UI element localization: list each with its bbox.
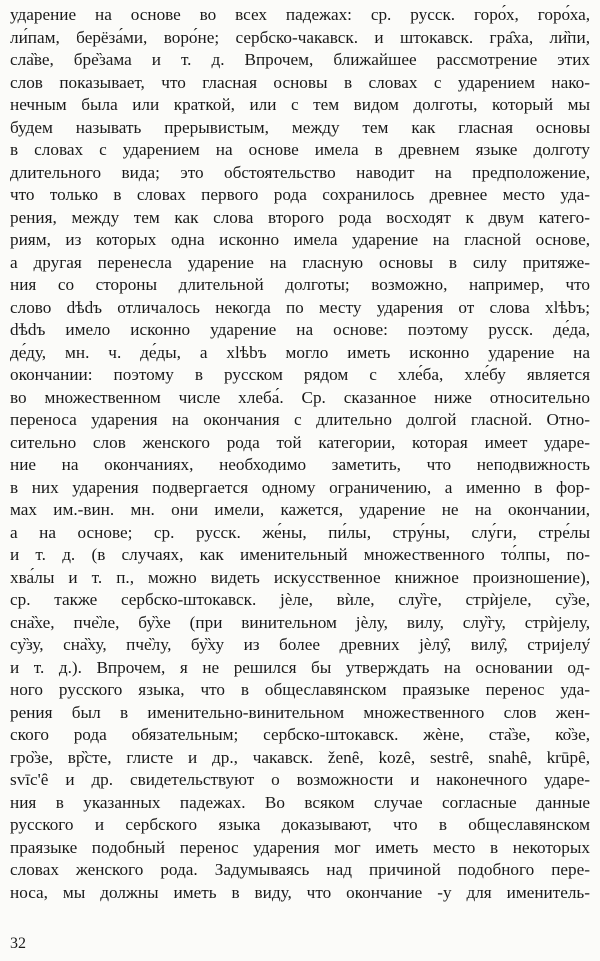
text-line: в них ударения подвергается одному ограничению, а именно в фор- [10, 477, 590, 497]
text-line: рения, между тем как слова второго рода восходят к двум катего- [10, 207, 590, 227]
text-line: svīc'ȇ и др. свидетельствуют о возможности и наконечного ударе- [10, 770, 590, 789]
text-line: слово dѣdъ отличалось некогда по месту ударения от слова хlѣbъ; [10, 297, 590, 317]
text-line: и т. д.). Впрочем, я не решился бы утверждать на основании од- [10, 657, 590, 677]
text-line: сла̏ве, бре̏зама и т. д. Впрочем, ближайшее рассмотрение этих [10, 50, 590, 69]
text-line: су̏зу, сна̏ху, пче̏лу, бу̏ху из более древних jѐлу̑, вилу̑, стријелу̑ [10, 635, 590, 654]
text-line: ср. также сербско-штокавск. jѐле, вѝле, слу̏ге, стрѝјеле, су̏зе, [10, 590, 590, 609]
text-line: длительного вида; это обстоятельство наводит на предположение, [10, 162, 590, 182]
text-line: ского рода обязательным; сербско-штокавск. жѐне, ста̏зе, ко̏зе, [10, 725, 590, 744]
text-line: будем называть прерывистым, между тем как гласная основы [10, 117, 590, 137]
text-line: ли́пам, берёза́ми, воро́не; сербско-чакавск. и штокавск. гра̑ха, ли̏пи, [10, 27, 590, 47]
text-line: dѣdъ имело исконно ударение на основе: поэтому русск. де́да, [10, 320, 590, 339]
text-line: окончании: поэтому в русском рядом с хле́ба, хле́бу является [10, 365, 590, 384]
text-line: в словах с ударением на основе имела в древнем языке долготу [10, 140, 590, 159]
text-line: а на основе; ср. русск. же́ны, пи́лы, стру́ны, слу́ги, стре́лы [10, 522, 590, 542]
text-line: праязыке подобный перенос ударения мог иметь место в некоторых [10, 837, 590, 857]
text-line: хва́лы и т. п., можно видеть искусственное книжное произношение), [10, 567, 590, 587]
text-line: гро̏зе, вр̏сте, глисте и др., чакавск. ženȇ, kozȇ, sestrȇ, snahȇ, krūpȇ, [10, 747, 590, 767]
text-line: слов показывает, что гласная основы в словах с ударением нако- [10, 72, 590, 92]
text-line: сна̏хе, пче̏ле, бу̏хе (при винительном jѐлу, вилу, слу̏гу, стрѝјелу, [10, 612, 590, 632]
text-line: что только в словах первого рода сохранилось древнее место уда- [10, 185, 590, 204]
text-line: русского и сербского языка доказывают, что в общеславянском [10, 815, 590, 834]
text-line: мах им.-вин. мн. они имели, кажется, ударение не на окончании, [10, 500, 590, 519]
book-page [10, 4, 590, 959]
text-line: ного русского языка, что в общеславянском праязыке перенос уда- [10, 680, 590, 699]
text-line: де́ду, мн. ч. де́ды, а хlѣbъ могло иметь исконно ударение на [10, 342, 590, 362]
text-line: нечным была или краткой, или с тем видом долготы, который мы [10, 95, 590, 114]
text-line: ударение на основе во всех падежах: ср. русск. горо́х, горо́ха, [10, 5, 590, 24]
text-line: рения был в именительно-винительном множественного слов жен- [10, 702, 590, 722]
text-line: а другая перенесла ударение на гласную основы в силу притяже- [10, 252, 590, 272]
text-line: и т. д. (в случаях, как именительный множественного то́лпы, по- [10, 545, 590, 564]
text-line: во множественном числе хлеба́. Ср. сказанное ниже относительно [10, 387, 590, 407]
text-line: риям, из которых одна исконно имела ударение на гласной основе, [10, 230, 590, 249]
body-text [10, 4, 590, 904]
text-line: ния в указанных падежах. Во всяком случае согласные данные [10, 792, 590, 812]
text-line: носа, мы должны иметь в виду, что окончание -у для именитель- [10, 882, 590, 902]
text-line: сительно слов женского рода той категории, которая имеет ударе- [10, 432, 590, 452]
text-line: ние на окончаниях, необходимо заметить, что неподвижность [10, 455, 590, 474]
text-line: словах женского рода. Задумываясь над причиной подобного пере- [10, 860, 590, 879]
page-number: 32 [10, 935, 26, 952]
text-line: ния со стороны длительной долготы; возможно, например, что [10, 275, 590, 294]
text-line: переноса ударения на окончания с длительно долгой гласной. Отно- [10, 410, 590, 429]
